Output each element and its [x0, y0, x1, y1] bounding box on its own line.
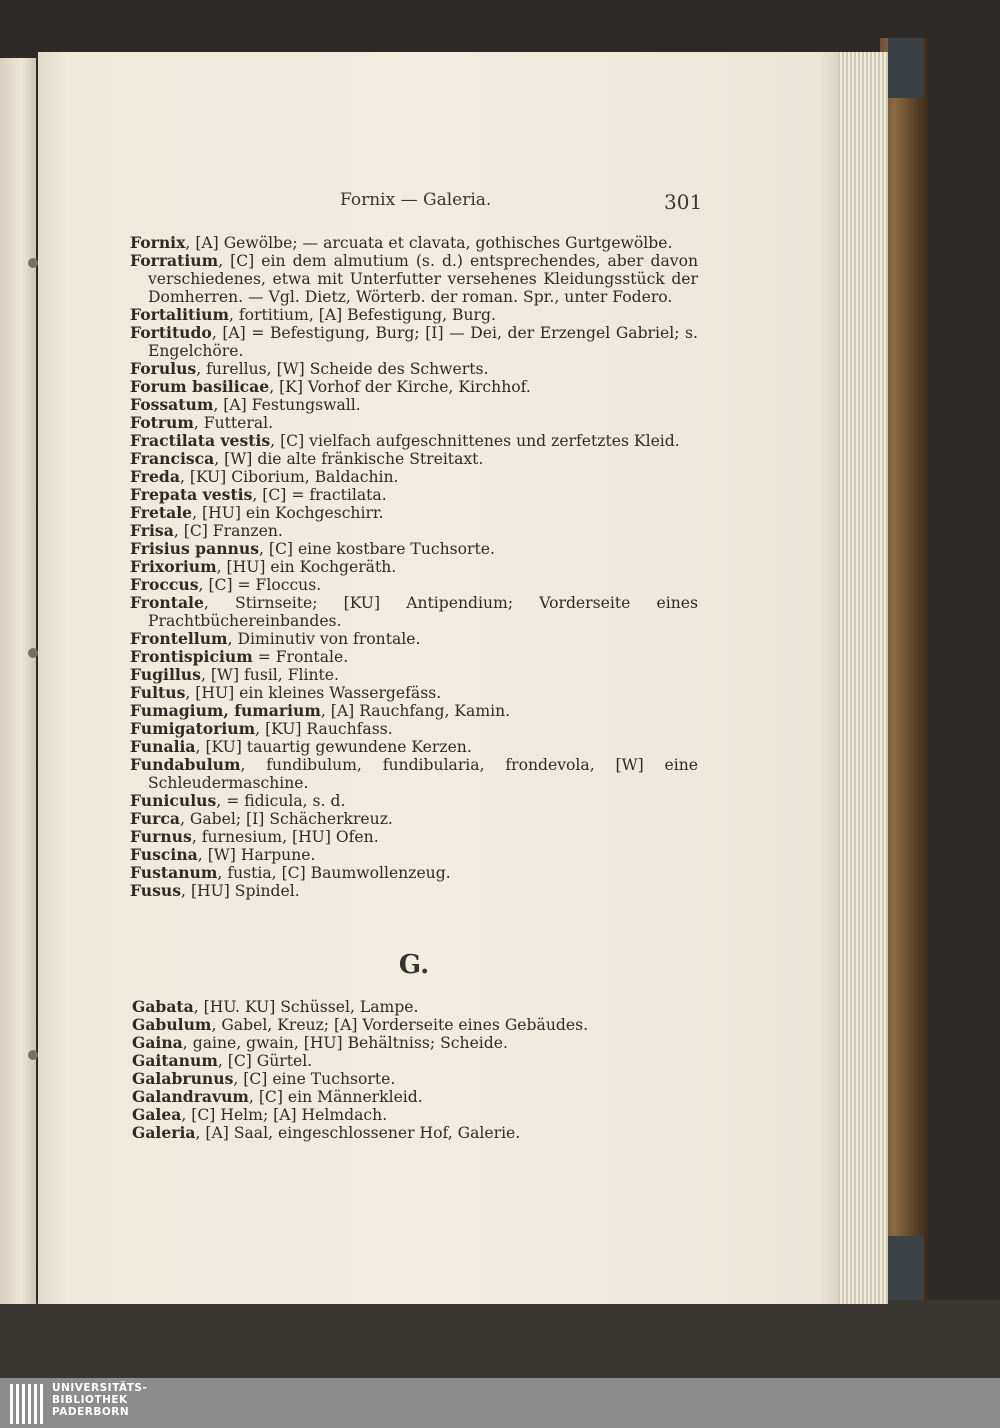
definition: , [A] Saal, eingeschlossener Hof, Galerie.: [195, 1124, 521, 1142]
section-letter: G.: [398, 950, 430, 980]
dictionary-entry: [130, 594, 698, 630]
binding-hole: [28, 1050, 38, 1060]
dictionary-entry: [132, 1124, 700, 1142]
headword: Fornix: [130, 233, 186, 252]
definition: , Stirnseite; [KU] Antipendium; Vorderseite eines Prachtbüchereinbandes.: [148, 594, 698, 630]
headword: Frisa: [130, 521, 174, 540]
dictionary-entry: [130, 378, 698, 396]
headword: Francisca: [130, 449, 215, 468]
dictionary-entry: [130, 558, 698, 576]
dictionary-entry: [130, 450, 698, 468]
dictionary-entry: [130, 828, 698, 846]
definition: , [HU] ein kleines Wassergefäss.: [185, 684, 442, 702]
cover-corner-top: [888, 38, 924, 98]
headword: Frontellum: [130, 629, 228, 648]
headword: Gaina: [132, 1033, 183, 1052]
headword: Froccus: [130, 575, 199, 594]
definition: , fortitium, [A] Befestigung, Burg.: [228, 306, 496, 324]
headword: Fumigatorium: [130, 719, 256, 738]
headword: Funalia: [130, 737, 196, 756]
dictionary-entry: [132, 1016, 700, 1034]
definition: , fundibulum, fundibularia, frondevola, [W] eine Schleudermaschine.: [148, 756, 698, 792]
dictionary-entry: [132, 1034, 700, 1052]
definition: , [A] Gewölbe; — arcuata et clavata, gothisches Gurtgewölbe.: [185, 234, 673, 252]
dictionary-entry: [130, 666, 698, 684]
headword: Fotrum: [130, 413, 194, 432]
headword: Galandravum: [132, 1087, 249, 1106]
headword: Furca: [130, 809, 180, 828]
definition: , Diminutiv von frontale.: [227, 630, 421, 648]
library-footer: [0, 1378, 1000, 1428]
definition: , = fidicula, s. d.: [216, 792, 346, 810]
dictionary-entry: [130, 504, 698, 522]
entries-f: [130, 234, 698, 900]
definition: , [C] Gürtel.: [217, 1052, 313, 1070]
library-logo-icon: [10, 1384, 46, 1424]
entries-g: [132, 998, 700, 1142]
definition: , [C] vielfach aufgeschnittenes und zerfetztes Kleid.: [270, 432, 680, 450]
headword: Fortalitium: [130, 305, 229, 324]
definition: , furellus, [W] Scheide des Schwerts.: [196, 360, 489, 378]
dictionary-entry: [130, 576, 698, 594]
dictionary-entry: [130, 396, 698, 414]
definition: , [HU. KU] Schüssel, Lampe.: [193, 998, 419, 1016]
headword: Gaitanum: [132, 1051, 218, 1070]
page-block-edges: [836, 52, 888, 1304]
definition: , furnesium, [HU] Ofen.: [191, 828, 379, 846]
definition: , [C] ein dem almutium (s. d.) entsprechendes, aber davon verschiedenes, etwa mit Unterfutter versehenes Kleidungsstück der Domherren. — Vgl. Dietz, Wörterb. der roman. Spr., unter Fodero.: [148, 252, 698, 306]
definition: , [W] fusil, Flinte.: [200, 666, 339, 684]
headword: Frepata vestis: [130, 485, 253, 504]
dictionary-entry: [130, 792, 698, 810]
page-number: 301: [664, 190, 703, 214]
definition: , [HU] ein Kochgeräth.: [216, 558, 397, 576]
dictionary-entry: [130, 522, 698, 540]
definition: , [KU] Rauchfass.: [255, 720, 393, 738]
headword: Fractilata vestis: [130, 431, 271, 450]
dictionary-entry: [130, 432, 698, 450]
definition: , [C] eine Tuchsorte.: [233, 1070, 396, 1088]
definition: , [C] Franzen.: [173, 522, 283, 540]
headword: Freda: [130, 467, 180, 486]
dictionary-entry: [130, 648, 698, 666]
dictionary-entry: [130, 846, 698, 864]
dictionary-entry: [130, 486, 698, 504]
library-name: UNIVERSITÄTS- BIBLIOTHEK PADERBORN: [52, 1382, 148, 1418]
headword: Forratium: [130, 251, 219, 270]
definition: , gaine, gwain, [HU] Behältniss; Scheide.: [182, 1034, 508, 1052]
dictionary-entry: [130, 234, 698, 252]
dictionary-entry: [130, 864, 698, 882]
definition: , [C] Helm; [A] Helmdach.: [181, 1106, 388, 1124]
binding-hole: [28, 648, 38, 658]
definition: = Frontale.: [252, 648, 349, 666]
headword: Forum basilicae: [130, 377, 270, 396]
dictionary-entry: [132, 1052, 700, 1070]
definition: , [K] Vorhof der Kirche, Kirchhof.: [269, 378, 531, 396]
headword: Fretale: [130, 503, 193, 522]
dictionary-entry: [130, 882, 698, 900]
headword: Furnus: [130, 827, 192, 846]
headword: Fortitudo: [130, 323, 212, 342]
definition: , fustia, [C] Baumwollenzeug.: [217, 864, 451, 882]
definition: , [A] Rauchfang, Kamin.: [320, 702, 511, 720]
headword: Forulus: [130, 359, 197, 378]
headword: Fundabulum: [130, 755, 241, 774]
dictionary-entry: [130, 756, 698, 792]
dictionary-entry: [130, 738, 698, 756]
cover-corner-bottom: [886, 1236, 924, 1302]
headword: Fossatum: [130, 395, 214, 414]
definition: , [C] ein Männerkleid.: [248, 1088, 423, 1106]
dictionary-entry: [130, 252, 698, 306]
definition: , Futteral.: [193, 414, 274, 432]
headword: Gabata: [132, 997, 194, 1016]
binding-hole: [28, 258, 38, 268]
headword: Galea: [132, 1105, 182, 1124]
dictionary-entry: [130, 360, 698, 378]
dictionary-entry: [130, 702, 698, 720]
definition: , [HU] Spindel.: [181, 882, 300, 900]
dictionary-entry: [130, 810, 698, 828]
dictionary-entry: [130, 468, 698, 486]
headword: Galabrunus: [132, 1069, 234, 1088]
dictionary-entry: [130, 684, 698, 702]
scan-background: [0, 1300, 1000, 1378]
headword: Frisius pannus: [130, 539, 259, 558]
definition: , Gabel; [I] Schächerkreuz.: [179, 810, 393, 828]
headword: Galeria: [132, 1123, 196, 1142]
headword: Gabulum: [132, 1015, 212, 1034]
dictionary-entry: [130, 720, 698, 738]
dictionary-entry: [132, 1088, 700, 1106]
dictionary-entry: [130, 540, 698, 558]
dictionary-entry: [130, 324, 698, 360]
headword: Fustanum: [130, 863, 218, 882]
definition: , [W] die alte fränkische Streitaxt.: [214, 450, 484, 468]
headword: Fuscina: [130, 845, 198, 864]
dictionary-entry: [132, 1106, 700, 1124]
headword: Fugillus: [130, 665, 201, 684]
running-title: Fornix — Galeria.: [340, 190, 492, 210]
definition: , [C] = fractilata.: [252, 486, 387, 504]
definition: , [HU] ein Kochgeschirr.: [192, 504, 384, 522]
definition: , [C] = Floccus.: [198, 576, 322, 594]
dictionary-entry: [130, 306, 698, 324]
dictionary-entry: [132, 1070, 700, 1088]
headword: Fumagium, fumarium: [130, 701, 321, 720]
definition: , [A] Festungswall.: [213, 396, 361, 414]
headword: Fultus: [130, 683, 186, 702]
definition: , [W] Harpune.: [197, 846, 316, 864]
definition: , [A] = Befestigung, Burg; [I] — Dei, der Erzengel Gabriel; s. Engelchöre.: [148, 324, 698, 360]
definition: , [KU] tauartig gewundene Kerzen.: [195, 738, 472, 756]
headword: Frontale: [130, 593, 204, 612]
dictionary-entry: [130, 630, 698, 648]
headword: Frontispicium: [130, 647, 253, 666]
definition: , Gabel, Kreuz; [A] Vorderseite eines Gebäudes.: [211, 1016, 589, 1034]
headword: Funiculus: [130, 791, 217, 810]
definition: , [KU] Ciborium, Baldachin.: [179, 468, 399, 486]
facing-page-edge: [0, 58, 36, 1304]
definition: , [C] eine kostbare Tuchsorte.: [258, 540, 495, 558]
headword: Frixorium: [130, 557, 217, 576]
dictionary-entry: [130, 414, 698, 432]
dictionary-entry: [132, 998, 700, 1016]
headword: Fusus: [130, 881, 182, 900]
